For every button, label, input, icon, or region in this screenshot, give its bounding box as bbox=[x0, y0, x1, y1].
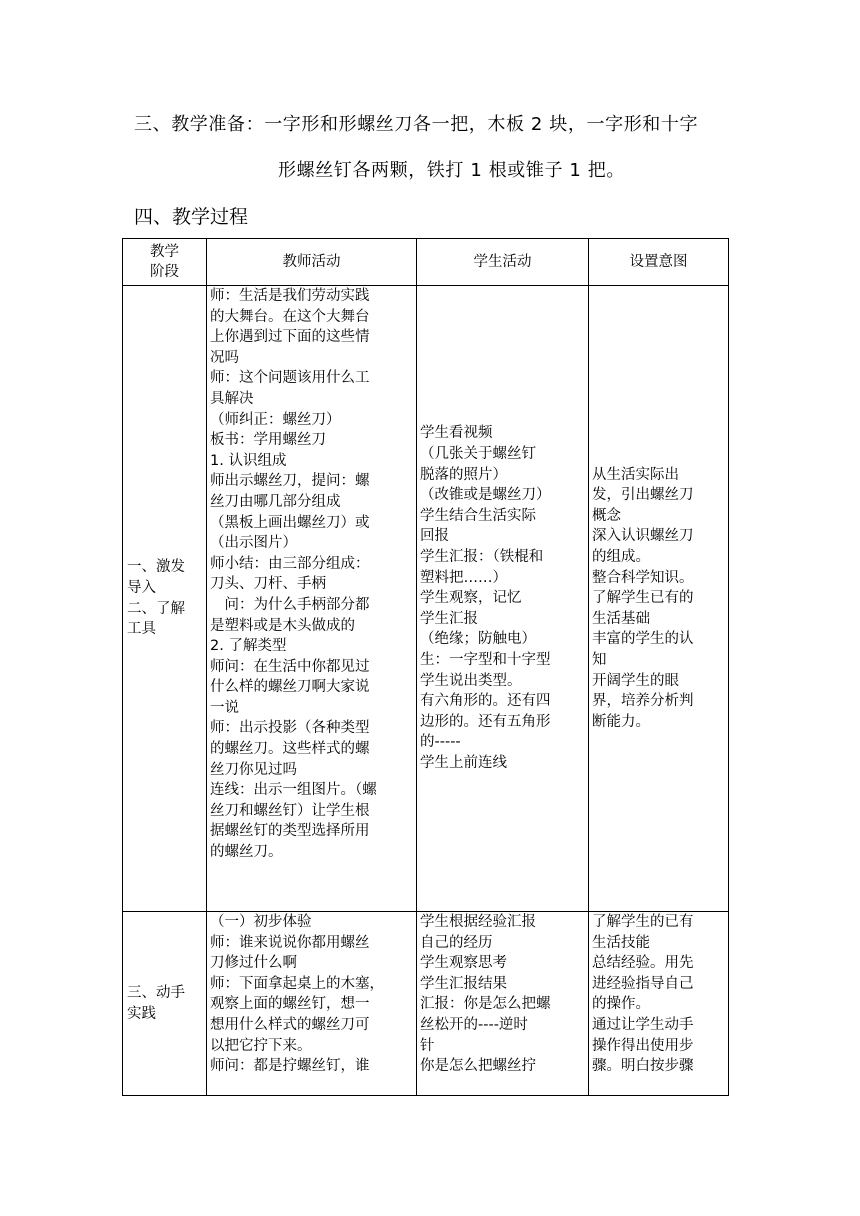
cell-line: 学生汇报结果 bbox=[420, 975, 507, 992]
section3-line2: 形螺丝钉各两颗，铁打 1 根或锥子 1 把。 bbox=[278, 160, 625, 181]
cell-line: 学生根据经验汇报 bbox=[420, 914, 536, 930]
cell-line: 概念 bbox=[592, 507, 621, 524]
cell-line: 导入 bbox=[127, 579, 156, 596]
cell-line: 丝刀由哪几部分组成 bbox=[210, 493, 341, 510]
cell-line: 的操作。 bbox=[592, 996, 650, 1013]
cell-line: 师问：都是拧螺丝钉，谁 bbox=[210, 1058, 370, 1075]
cell-line: 工具 bbox=[127, 621, 156, 638]
cell-line: 师：出示投影（各种类型 bbox=[210, 720, 370, 737]
cell-line: 上你遇到过下面的这些情 bbox=[210, 329, 370, 346]
cell-line: 回报 bbox=[420, 528, 449, 545]
cell-line: 生：一字型和十字型 bbox=[420, 651, 551, 668]
row2-teacher bbox=[207, 912, 417, 1096]
cell-line: 自己的经历 bbox=[420, 934, 493, 951]
cell-line: 学生观察思考 bbox=[420, 955, 507, 972]
cell-line: 生活基础 bbox=[592, 610, 650, 627]
cell-line: 据螺丝钉的类型选择所用 bbox=[210, 823, 370, 840]
cell-line: 边形的。还有五角形 bbox=[420, 713, 551, 730]
cell-line: 丝刀你见过吗 bbox=[210, 761, 297, 778]
cell-line: 师：谁来说说你都用螺丝 bbox=[210, 934, 370, 951]
cell-line: 总结经验。用先 bbox=[592, 955, 694, 972]
cell-line: 的螺丝刀。 bbox=[210, 844, 283, 861]
header-student: 学生活动 bbox=[417, 239, 589, 286]
cell-line: 学生汇报 bbox=[420, 610, 478, 627]
cell-line: 通过让学生动手 bbox=[592, 1016, 694, 1033]
cell-line: 整合科学知识。 bbox=[592, 569, 694, 586]
cell-line: 具解决 bbox=[210, 390, 254, 407]
cell-line: 是塑料或是木头做成的 bbox=[210, 617, 355, 634]
cell-line: 问：为什么手柄部分都 bbox=[210, 596, 370, 613]
cell-line: 界，培养分析判 bbox=[592, 693, 694, 710]
cell-line: 塑料把……） bbox=[420, 569, 507, 586]
cell-line: 知 bbox=[592, 651, 607, 668]
cell-line: 了解学生的已有 bbox=[592, 914, 694, 930]
cell-line: 一、激发 bbox=[127, 559, 185, 576]
cell-line: 学生观察，记忆 bbox=[420, 590, 522, 607]
cell-line: 的组成。 bbox=[592, 549, 650, 566]
cell-line: 师问：在生活中你都见过 bbox=[210, 658, 370, 675]
cell-line: 学生说出类型。 bbox=[420, 672, 522, 689]
cell-line: 什么样的螺丝刀啊大家说 bbox=[210, 679, 370, 696]
row1-stage bbox=[123, 286, 207, 912]
cell-line: 操作得出使用步 bbox=[592, 1037, 694, 1054]
row2-stage bbox=[123, 912, 207, 1096]
header-stage bbox=[123, 239, 207, 286]
header-intent: 设置意图 bbox=[589, 239, 729, 286]
cell-line: 况吗 bbox=[210, 349, 239, 366]
cell-line: （师纠正：螺丝刀） bbox=[210, 411, 341, 428]
cell-line: 实践 bbox=[127, 1005, 156, 1022]
row1-teacher bbox=[207, 286, 417, 912]
cell-line: 师：这个问题该用什么工 bbox=[210, 370, 370, 387]
cell-line: 二、了解 bbox=[127, 600, 185, 617]
table-header-row bbox=[123, 239, 729, 286]
table-row bbox=[123, 912, 729, 1096]
cell-line: 三、动手 bbox=[127, 984, 185, 1001]
cell-line: 师出示螺丝刀，提问：螺 bbox=[210, 473, 370, 490]
cell-line: （一）初步体验 bbox=[210, 914, 312, 930]
cell-line: 丝刀和螺丝钉）让学生根 bbox=[210, 802, 370, 819]
cell-line: 师小结：由三部分组成： bbox=[210, 555, 370, 572]
cell-line: 刀头、刀杆、手柄 bbox=[210, 576, 326, 593]
cell-line: 连线：出示一组图片。（螺 bbox=[210, 782, 377, 799]
cell-line: （改锥或是螺丝刀） bbox=[420, 487, 551, 504]
cell-line: 从生活实际出 bbox=[592, 466, 679, 483]
cell-line: 的螺丝刀。这些样式的螺 bbox=[210, 741, 370, 758]
cell-line: 学生看视频 bbox=[420, 425, 493, 442]
cell-line: （出示图片） bbox=[210, 535, 297, 552]
cell-line: 丰富的学生的认 bbox=[592, 631, 694, 648]
cell-line: 进经验指导自己 bbox=[592, 975, 694, 992]
cell-line: （黑板上画出螺丝刀）或 bbox=[210, 514, 370, 531]
cell-line: 2. 了解类型 bbox=[210, 638, 287, 655]
cell-line: 师：下面拿起桌上的木塞， bbox=[210, 975, 384, 992]
section4-title: 四、教学过程 bbox=[134, 206, 249, 228]
cell-line: 丝松开的----逆时 bbox=[420, 1016, 528, 1033]
cell-line: （几张关于螺丝钉 bbox=[420, 446, 536, 463]
cell-line: 开阔学生的眼 bbox=[592, 672, 679, 689]
cell-line: 学生上前连线 bbox=[420, 754, 507, 771]
cell-line: 板书：学用螺丝刀 bbox=[210, 432, 326, 449]
row2-student bbox=[417, 912, 589, 1096]
cell-line: （绝缘；防触电） bbox=[420, 631, 536, 648]
cell-line: 以把它拧下来。 bbox=[210, 1037, 312, 1054]
cell-line: 有六角形的。还有四 bbox=[420, 693, 551, 710]
cell-line: 的----- bbox=[420, 734, 461, 751]
cell-line: 一说 bbox=[210, 699, 239, 716]
cell-line: 断能力。 bbox=[592, 713, 650, 730]
cell-line: 观察上面的螺丝钉，想一 bbox=[210, 996, 370, 1013]
cell-line: 生活技能 bbox=[592, 934, 650, 951]
cell-line: 学生结合生活实际 bbox=[420, 507, 536, 524]
cell-line: 1. 认识组成 bbox=[210, 452, 287, 469]
cell-line: 汇报：你是怎么把螺 bbox=[420, 996, 551, 1013]
header-stage-line1: 教学 bbox=[150, 244, 179, 260]
cell-line: 骤。明白按步骤 bbox=[592, 1058, 694, 1075]
cell-line: 师：生活是我们劳动实践 bbox=[210, 288, 370, 304]
row2-intent bbox=[589, 912, 729, 1096]
cell-line: 刀修过什么啊 bbox=[210, 955, 297, 972]
cell-line: 想用什么样式的螺丝刀可 bbox=[210, 1016, 370, 1033]
cell-line: 深入认识螺丝刀 bbox=[592, 528, 694, 545]
header-stage-line2: 阶段 bbox=[150, 264, 179, 280]
cell-line: 学生汇报：（铁棍和 bbox=[420, 549, 544, 566]
section3-line1: 三、教学准备：一字形和形螺丝刀各一把，木板 2 块，一字形和十字 bbox=[134, 114, 699, 135]
cell-line: 了解学生已有的 bbox=[592, 590, 694, 607]
table-row bbox=[123, 286, 729, 912]
cell-line: 的大舞台。在这个大舞台 bbox=[210, 308, 370, 325]
cell-line: 发，引出螺丝刀 bbox=[592, 487, 694, 504]
cell-line: 针 bbox=[420, 1037, 435, 1054]
header-teacher: 教师活动 bbox=[207, 239, 417, 286]
cell-line: 你是怎么把螺丝拧 bbox=[420, 1058, 536, 1075]
row1-student bbox=[417, 286, 589, 912]
row1-intent bbox=[589, 286, 729, 912]
cell-line: 脱落的照片） bbox=[420, 466, 507, 483]
teaching-process-table bbox=[122, 238, 729, 1096]
